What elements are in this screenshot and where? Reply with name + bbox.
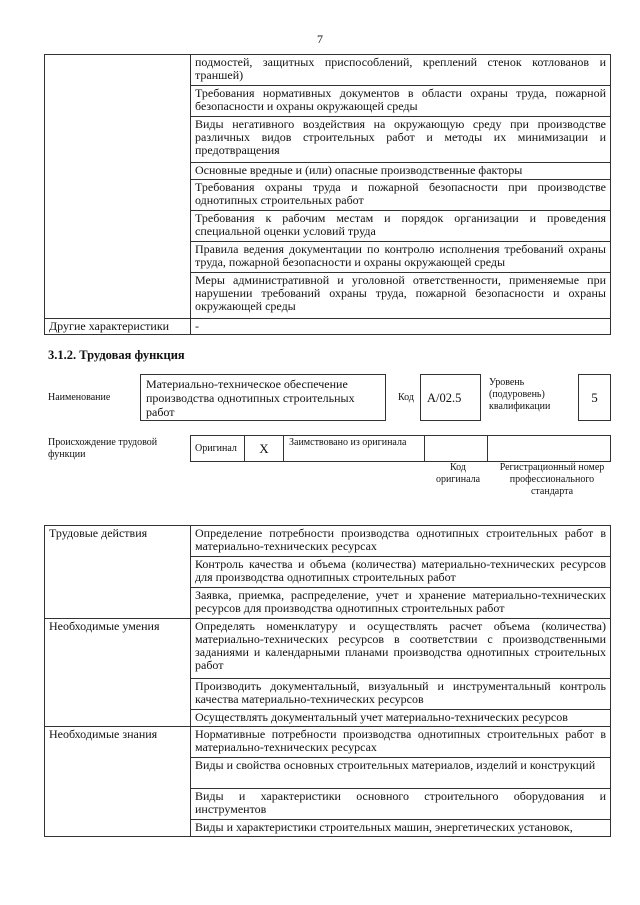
- table-cell: Осуществлять документальный учет материально-технических ресурсов: [191, 710, 611, 727]
- group-label-actions: Трудовые действия: [45, 526, 191, 619]
- table-row: [45, 619, 611, 679]
- table-row: [45, 55, 611, 86]
- section-title: 3.1.2. Трудовая функция: [48, 348, 185, 362]
- page-number: 7: [317, 32, 323, 46]
- empty-label-cell: [45, 55, 191, 319]
- original-mark: X: [259, 441, 269, 456]
- name-value-box: [140, 374, 386, 421]
- table-cell: Правила ведения документации по контролю исполнения требований охраны труда, пожарной безопасности и охраны окружающей среды: [191, 242, 611, 273]
- group-label-skills: Необходимые умения: [45, 619, 191, 727]
- table-cell: Производить документальный, визуальный и инструментальный контроль качества материально-технических ресурсов: [191, 679, 611, 710]
- table-cell: Требования охраны труда и пожарной безопасности при производстве однотипных строительных работ: [191, 180, 611, 211]
- table-row: [45, 319, 611, 335]
- table-cell: Нормативные потребности производства однотипных строительных работ в материально-технических ресурсах: [191, 727, 611, 758]
- registration-caption: Регистрационный номер профессионального стандарта: [499, 462, 605, 497]
- table-cell: Виды негативного воздействия на окружающую среду при производстве различных видов строительных работ и методы их минимизации и предотвращения: [191, 117, 611, 163]
- borrowed-label-box: [283, 435, 425, 462]
- table-cell: Виды и характеристики строительных машин, энергетических установок,: [191, 820, 611, 837]
- borrowed-label: Заимствовано из оригинала: [289, 437, 407, 448]
- name-label: Наименование: [48, 392, 111, 403]
- table-cell: Основные вредные и (или) опасные производственные факторы: [191, 163, 611, 180]
- table-cell: Требования к рабочим местам и порядок организации и проведения специальной оценки условий труда: [191, 211, 611, 242]
- qualification-level: 5: [591, 390, 598, 405]
- original-mark-box: [244, 435, 284, 462]
- table-row: [45, 727, 611, 758]
- table-cell: Определять номенклатуру и осуществлять расчет объема (количества) материально-технических ресурсов в соответствии с производственными заданиями и календарными планами производства однотипных строительных работ: [191, 619, 611, 679]
- code-label: Код: [398, 392, 414, 403]
- table-cell: Виды и характеристики основного строительного оборудования и инструментов: [191, 789, 611, 820]
- origin-label: Происхождение трудовой функции: [48, 437, 158, 460]
- table-row: [45, 526, 611, 557]
- table-cell: Меры административной и уголовной ответственности, применяемые при нарушении требований охраны труда, пожарной безопасности и охраны окружающей среды: [191, 273, 611, 319]
- function-name: Материально-техническое обеспечение производства однотипных строительных работ: [146, 377, 355, 419]
- code-caption: Код оригинала: [435, 462, 481, 485]
- table-cell: Заявка, приемка, распределение, учет и хранение материально-технических ресурсов для производства однотипных строительных работ: [191, 588, 611, 619]
- level-value-box: [578, 374, 611, 421]
- labor-function-table: [44, 525, 611, 837]
- table-cell: Контроль качества и объема (количества) материально-технических ресурсов для производства однотипных строительных работ: [191, 557, 611, 588]
- function-code: А/02.5: [427, 391, 462, 405]
- group-label-knowledge: Необходимые знания: [45, 727, 191, 837]
- table-cell: Виды и свойства основных строительных материалов, изделий и конструкций: [191, 758, 611, 789]
- top-characteristics-table: [44, 54, 611, 335]
- other-characteristics-label: Другие характеристики: [45, 319, 191, 335]
- table-cell: подмостей, защитных приспособлений, креплений стенок котлованов и траншей): [191, 55, 611, 86]
- code-value-box: [420, 374, 481, 421]
- original-label: Оригинал: [195, 443, 237, 454]
- level-label: Уровень (подуровень) квалификации: [489, 377, 551, 412]
- other-characteristics-value: -: [191, 319, 611, 335]
- original-label-box: [190, 435, 245, 462]
- origin-code-box: [424, 435, 488, 462]
- table-cell: Определение потребности производства однотипных строительных работ в материально-технических ресурсах: [191, 526, 611, 557]
- table-cell: Требования нормативных документов в области охраны труда, пожарной безопасности и охраны окружающей среды: [191, 86, 611, 117]
- registration-number-box: [487, 435, 611, 462]
